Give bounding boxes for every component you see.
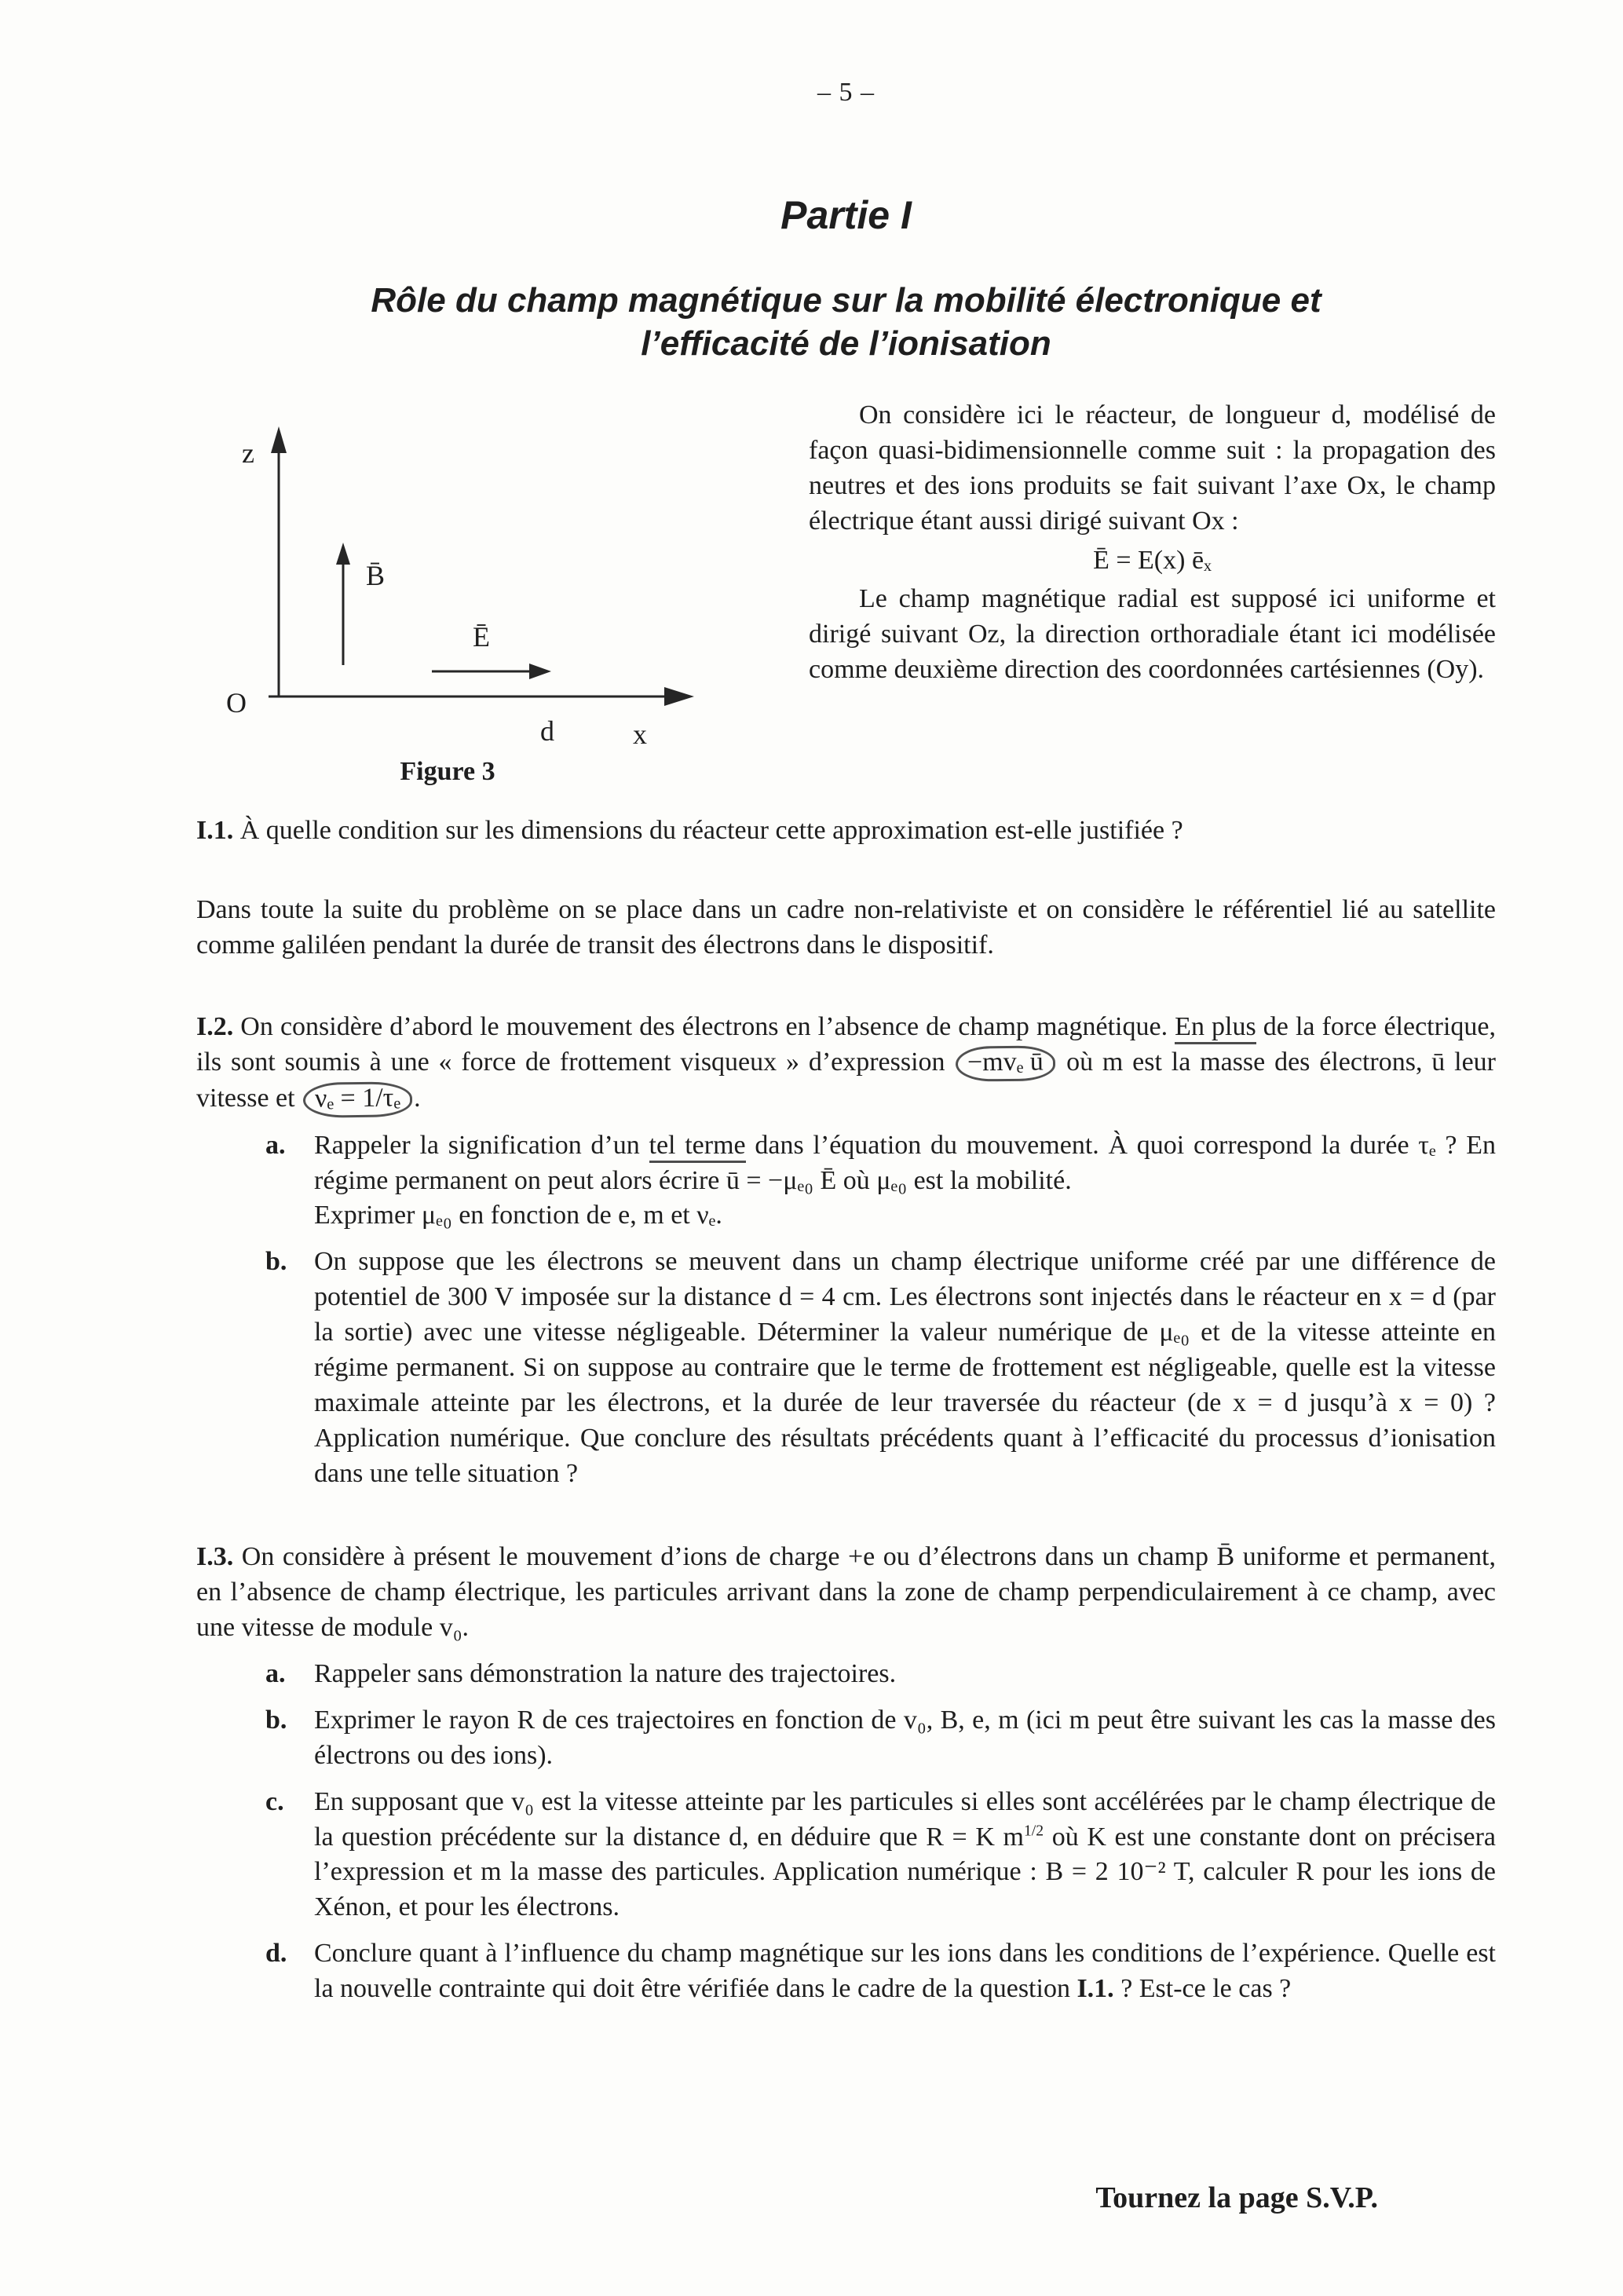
item-I2b	[196, 1245, 1496, 1491]
title-line-2: l’efficacité de l’ionisation	[641, 324, 1051, 363]
item-I2a	[196, 1128, 1496, 1234]
item-I3c-after: où K est une constante dont on précisera l’expression et m la masse des particules. Application numérique : B = 2 10⁻² T, calculer R pour les ions de Xénon, et pour les électrons.	[314, 1822, 1496, 1922]
item-I2a-letter: a.	[265, 1130, 286, 1160]
item-I3d-after: ? Est-ce le cas ?	[1113, 1974, 1292, 2003]
item-I2b-letter: b.	[265, 1247, 287, 1277]
item-I3d-letter: d.	[265, 1939, 287, 1969]
question-I1-label: I.1.	[196, 815, 234, 845]
turn-page-note: Tournez la page S.V.P.	[1095, 2181, 1378, 2214]
figure-and-intro-row	[196, 398, 1496, 790]
item-I2a-text	[314, 1128, 1496, 1234]
item-I3b-text: Exprimer le rayon R de ces trajectoires en fonction de v₀, B, e, m (ici m peut être suivant les cas la masse des électrons ou des ions).	[314, 1705, 1496, 1770]
item-I2a-seg1: Rappeler la signification d’un	[314, 1130, 649, 1160]
pen-underline-annotation: En plus	[1175, 1012, 1256, 1044]
pen-circle-annotation-friction-term: −mvₑ ū	[956, 1046, 1055, 1082]
b-field-label: B̄	[366, 559, 386, 591]
item-I3b	[196, 1703, 1496, 1774]
question-I3	[196, 1540, 1496, 1646]
question-I2-seg1: On considère d’abord le mouvement des électrons en l’absence de champ magnétique.	[233, 1012, 1175, 1042]
e-field-label: Ē	[473, 620, 490, 653]
item-I3c-exponent: 1/2	[1023, 1822, 1044, 1840]
question-I2	[196, 1010, 1496, 1117]
item-I3c-letter: c.	[265, 1786, 284, 1816]
item-I3c-text	[314, 1785, 1496, 1926]
b-field-arrowhead-icon	[336, 543, 350, 565]
distance-label-d: d	[540, 715, 554, 747]
title-line-1: Rôle du champ magnétique sur la mobilité électronique et	[371, 280, 1321, 320]
item-I3c	[196, 1785, 1496, 1926]
z-axis-arrowhead-icon	[271, 426, 287, 453]
figure-caption: Figure 3	[400, 756, 495, 786]
intro-paragraph-2: Le champ magnétique radial est supposé ici uniforme et dirigé suivant Oz, la direction orthoradiale étant ici modélisée comme deuxième direction des coordonnées cartésiennes (Oy).	[809, 584, 1496, 684]
item-I3a	[196, 1657, 1496, 1692]
electric-field-formula: Ē = E(x) ēₓ	[1093, 546, 1212, 576]
question-I1	[196, 813, 1496, 849]
figure-3	[196, 398, 793, 790]
item-I2b-text: On suppose que les électrons se meuvent dans un champ électrique uniforme créé par une différence de potentiel de 300 V imposée sur la distance d = 4 cm. Les électrons sont injectés dans le réacteur en x = d (par la sortie) avec une vitesse négligeable. Déterminer la valeur numérique de μₑ₀ et de la vitesse atteinte en régime permanent. Si on suppose au contraire que le terme de frottement est négligeable, quelle est la vitesse maximale atteinte par les électrons, et la durée de leur traversée du réacteur (de x = d jusqu’à x = 0) ? Application numérique. Que conclure des résultats précédents quant à l’efficacité du processus d’ionisation dans une telle situation ?	[314, 1247, 1496, 1488]
intro-column	[809, 398, 1496, 790]
item-I2a-line2: Exprimer μₑ₀ en fonction de e, m et νₑ.	[314, 1201, 722, 1230]
question-I2-seg2: de la force électrique, ils sont soumis à une « force de frottement visqueux » d’expression	[196, 1012, 1496, 1077]
intro-paragraph-1: On considère ici le réacteur, de longueur d, modélisé de façon quasi-bidimensionnelle comme suit : la propagation des neutres et des ions produits se fait suivant l’axe Ox, le champ électrique étant aussi dirigé suivant Ox :	[809, 400, 1496, 536]
item-I3a-letter: a.	[265, 1659, 286, 1688]
axis-label-z: z	[242, 437, 254, 469]
item-I3c-before: En supposant que v₀ est la vitesse atteinte par les particules si elles sont accélérées par le champ électrique de la question précédente sur la distance d, en déduire que R = K m	[314, 1786, 1496, 1852]
question-I1-text: À quelle condition sur les dimensions du réacteur cette approximation est-elle justifiée ?	[233, 815, 1183, 845]
figure-3-diagram	[196, 398, 793, 753]
question-I3-label: I.3.	[196, 1542, 234, 1572]
document-title	[196, 279, 1496, 365]
item-I3d-text	[314, 1936, 1496, 2007]
part-title: Partie I	[780, 192, 912, 237]
item-I2a-seg2: dans l’équation du mouvement. À quoi correspond la durée τₑ ? En régime permanent on peut alors écrire ū = −μₑ₀ Ē où μₑ₀ est la mobilité.	[314, 1130, 1496, 1195]
origin-label: O	[226, 686, 247, 718]
item-I3b-letter: b.	[265, 1705, 287, 1735]
item-I3a-text: Rappeler sans démonstration la nature des trajectoires.	[314, 1659, 897, 1688]
item-I3d	[196, 1936, 1496, 2007]
item-I3d-question-ref: I.1.	[1077, 1974, 1114, 2003]
axis-label-x: x	[633, 718, 647, 750]
pen-circle-annotation-nu-definition: νₑ = 1/τₑ	[303, 1081, 413, 1117]
e-field-arrowhead-icon	[529, 664, 551, 679]
page-number: – 5 –	[817, 78, 875, 107]
question-I2-seg4: .	[414, 1083, 421, 1113]
frame-note-paragraph: Dans toute la suite du problème on se place dans un cadre non-relativiste et on considère le référentiel lié au satellite comme galiléen pendant la durée de transit des électrons dans le dispositif.	[196, 894, 1496, 960]
question-I2-seg3: où m est la masse des électrons, ū leur vitesse et	[196, 1047, 1496, 1113]
item-I3d-before: Conclure quant à l’influence du champ magnétique sur les ions dans les conditions de l’expérience. Quelle est la nouvelle contrainte qui doit être vérifiée dans le cadre de la question	[314, 1939, 1496, 2003]
x-axis-arrowhead-icon	[664, 687, 694, 706]
question-I2-label: I.2.	[196, 1012, 234, 1042]
question-I3-text: On considère à présent le mouvement d’ions de charge +e ou d’électrons dans un champ B̄ uniforme et permanent, en l’absence de champ électrique, les particules arrivant dans la zone de champ perpendiculairement à ce champ, avec une vitesse de module v₀.	[196, 1542, 1496, 1643]
pen-mark-annotation: tel terme	[649, 1131, 746, 1163]
